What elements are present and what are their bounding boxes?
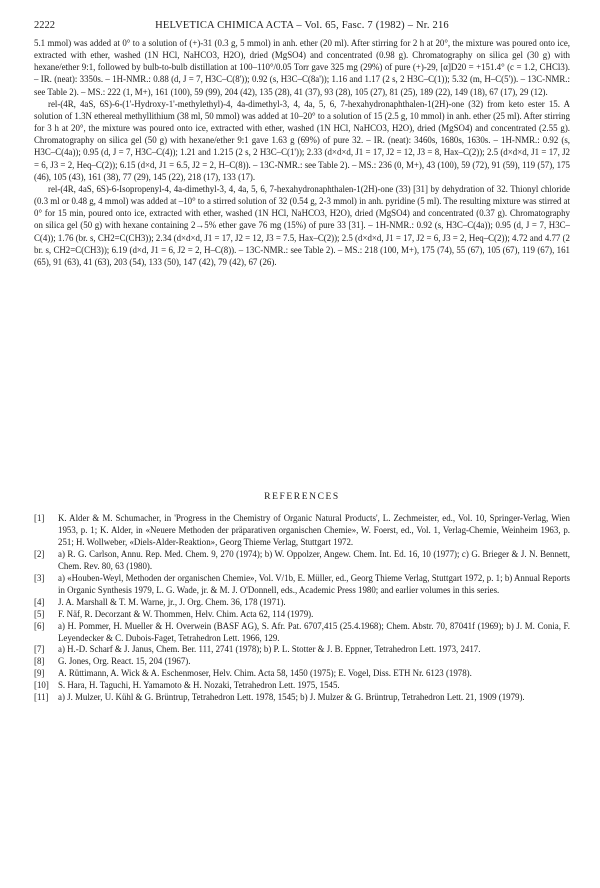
reference-text: F. Näf, R. Decorzant & W. Thommen, Helv. Chim. Acta 62, 114 (1979). [58, 608, 314, 619]
reference-number: [1] [34, 513, 45, 523]
reference-item [34, 597, 570, 609]
references-list [34, 513, 570, 704]
references-heading: REFERENCES [264, 492, 340, 502]
reference-text: a) H.-D. Scharf & J. Janus, Chem. Ber. 111, 2741 (1978); b) P. L. Stotter & J. B. Eppner, Tetrahedron Lett. 1973, 2417. [58, 644, 481, 655]
reference-item [34, 513, 570, 549]
reference-number: [3] [34, 572, 45, 583]
reference-text: S. Hara, H. Taguchi, H. Yamamoto & H. Nozaki, Tetrahedron Lett. 1975, 1545. [58, 680, 340, 691]
reference-text: a) «Houben-Weyl, Methoden der organischen Chemie», Vol. V/1b, E. Müller, ed., Georg Thieme Verlag, Stuttgart 1972, p. 1; b) Annual Reports in Organic Synthesis 1979, L. G. Wade, jr. & M. J. O'Donnell, eds., Academic Press 1980; and earlier volumes in this series. [58, 572, 570, 595]
paragraph-continuation: 5.1 mmol) was added at 0° to a solution of (+)-31 (0.3 g, 5 mmol) in anh. ether (20 ml). After stirring for 2 h at 20°, the mixture was poured onto ice, extracted with ether, washed (1N HCl, NaHCO3, H2O), dried (MgSO4) and concentrated (0.98 g). Chromatography on silica gel (30 g) with hexane/ether 9:1, followed by bulb-to-bulb distillation at 100–110°/0.05 Torr gave 325 mg (29%) of pure (+)-29, [α]D20 = +151.4° (c = 1.2, CHCl3). – IR. (neat): 3350s. – 1H-NMR.: 0.88 (d, J = 7, H3C–C(8')); 0.92 (s, H3C–C(8a')); 1.16 and 1.17 (2 s, 2 H3C–C(1)); 5.32 (m, H–C(5')). – 13C-NMR.: see Table 2). – MS.: 222 (1, M+), 161 (100), 59 (99), 204 (42), 135 (28), 41 (37), 93 (28), 105 (27), 81 (25), 189 (22), 149 (18), 67 (17), 29 (12). [34, 38, 570, 97]
reference-item [34, 609, 570, 621]
reference-number: [4] [34, 596, 45, 607]
paragraph-compound-33: rel-(4R, 4aS, 6S)-6-Isopropenyl-4, 4a-dimethyl-3, 4, 4a, 5, 6, 7-hexahydronaphthalen-1(2H)-one (33) [31] by dehydration of 32. Thionyl chloride (0.3 ml or 0.48 g, 4 mmol) was added at –10° to a stirred solution of 32 (0.54 g, 2-3 mmol) in anh. pyridine (5 ml). The resulting mixture was stirred at 0° for 15 min, poured onto ice, extracted with ether, washed (1N HCl, NaHCO3, H2O), dried (MgSO4) and concentrated (0.37 g). Chromatography on silica gel (50 g) with hexane containing 2→5% ether gave 76 mg (15%) of pure 33 [31]. – 1H-NMR.: 0.92 (s, H3C–C(4a)); 0.95 (d, J = 7, H3C–C(4)); 1.76 (br. s, CH2=C(CH3)); 2.34 (d×d×d, J1 = 17, J2 = 12, J3 = 7.5, Hax–C(2)); 2.5 (d×d×d, J1 = 17, J2 = 6, J3 = 2, Heq–C(2)); 4.72 and 4.77 (2 br. s, CH2=C(CH3)); 6.19 (d×d, J1 = 6, J2 = 2, H–C(8)). – 13C-NMR.: see Table 2). – MS.: 218 (100, M+), 175 (74), 55 (67), 105 (67), 119 (67), 161 (65), 91 (63), 41 (63), 203 (54), 133 (50), 147 (42), 79 (42), 67 (26). [34, 183, 570, 267]
reference-text: J. A. Marshall & T. M. Warne, jr., J. Org. Chem. 36, 178 (1971). [58, 596, 286, 607]
reference-text: a) R. G. Carlson, Annu. Rep. Med. Chem. 9, 270 (1974); b) W. Oppolzer, Angew. Chem. Int. Ed. 16, 10 (1977); c) G. Brieger & J. N. Bennett, Chem. Rev. 80, 63 (1980). [58, 548, 570, 571]
reference-number: [7] [34, 644, 45, 655]
reference-text: a) H. Pommer, H. Mueller & H. Overwein (BASF AG), S. Afr. Pat. 6707,415 (25.4.1968); Chem. Abstr. 70, 87041f (1969); b) J. M. Conia, F. Leyendecker & C. Dubois-Faget, Tetrahedron Lett. 1966, 129. [58, 620, 570, 643]
reference-number: [8] [34, 656, 45, 667]
reference-number: [11] [34, 692, 49, 703]
page-number: 2222 [34, 20, 55, 31]
reference-item [34, 621, 570, 645]
paragraph-compound-32: rel-(4R, 4aS, 6S)-6-(1'-Hydroxy-1'-methylethyl)-4, 4a-dimethyl-3, 4, 4a, 5, 6, 7-hexahydronaphthalen-1(2H)-one (32) from keto ester 15. A solution of 1.3N ethereal methyllithium (38 ml, 50 mmol) was added at 10–20° to a solution of 15 (2.5 g, 10 mmol) in anh. ether (25 ml). After stirring for 3 h at 20°, the mixture was poured onto ice, extracted with ether, washed (1N HCl, NaHCO3, H2O), dried (MgSO4) and concentrated (2.55 g). Chromatography on silica gel (50 g) with hexane/ether 9:1 gave 1.63 g (69%) of pure 32. – IR. (neat): 3460s, 1680s, 1630s. – 1H-NMR.: 0.92 (s, H3C–C(4a)); 0.95 (d, J = 7, H3C–C(4)); 1.21 and 1.215 (2 s, 2 H3C–C(1')); 2.33 (d×d×d, J1 = 17, J2 = 12, J3 = 8, Hax–C(2)); 2.5 (d×d×d, J1 = 17, J2 = 6, J3 = 2, Heq–C(2)); 6.15 (d×d, J1 = 6.5, J2 = 2, H–C(8)). – 13C-NMR.: see Table 2). – MS.: 236 (0, M+), 43 (100), 59 (72), 91 (59), 119 (57), 175 (46), 105 (43), 161 (38), 77 (29), 145 (22), 218 (17), 133 (17). [34, 98, 570, 182]
reference-item [34, 668, 570, 680]
reference-number: [10] [34, 680, 49, 691]
reference-item [34, 549, 570, 573]
reference-item [34, 692, 570, 704]
reference-text: a) J. Mulzer, U. Kühl & G. Brüntrup, Tetrahedron Lett. 1978, 1545; b) J. Mulzer & G. Brüntrup, Tetrahedron Lett. 21, 1909 (1979). [58, 692, 525, 703]
journal-title: HELVETICA CHIMICA ACTA – Vol. 65, Fasc. 7 (1982) – Nr. 216 [155, 20, 449, 31]
reference-number: [9] [34, 668, 45, 679]
reference-number: [6] [34, 620, 45, 631]
reference-item [34, 644, 570, 656]
reference-item [34, 573, 570, 597]
reference-text: G. Jones, Org. React. 15, 204 (1967). [58, 656, 191, 667]
reference-item [34, 680, 570, 692]
reference-number: [2] [34, 548, 45, 559]
body-text [34, 37, 570, 268]
running-header [34, 20, 570, 34]
reference-text: A. Rüttimann, A. Wick & A. Eschenmoser, Helv. Chim. Acta 58, 1450 (1975); E. Vogel, Diss. ETH Nr. 6123 (1978). [58, 668, 472, 679]
reference-number: [5] [34, 608, 45, 619]
reference-text: K. Alder & M. Schumacher, in 'Progress in the Chemistry of Organic Natural Products', L. Zechmeister, ed., Vol. 10, Springer-Verlag, Wien 1953, p. 1; K. Alder, in «Neuere Methoden der präparativen organischen Chemie», W. Foerst, ed., Vol. 1, Verlag-Chemie, Weinheim 1963, p. 251; H. Wollweber, «Diels-Alder-Reaktion», Georg Thieme Verlag, Stuttgart 1972. [58, 513, 570, 547]
reference-item [34, 656, 570, 668]
